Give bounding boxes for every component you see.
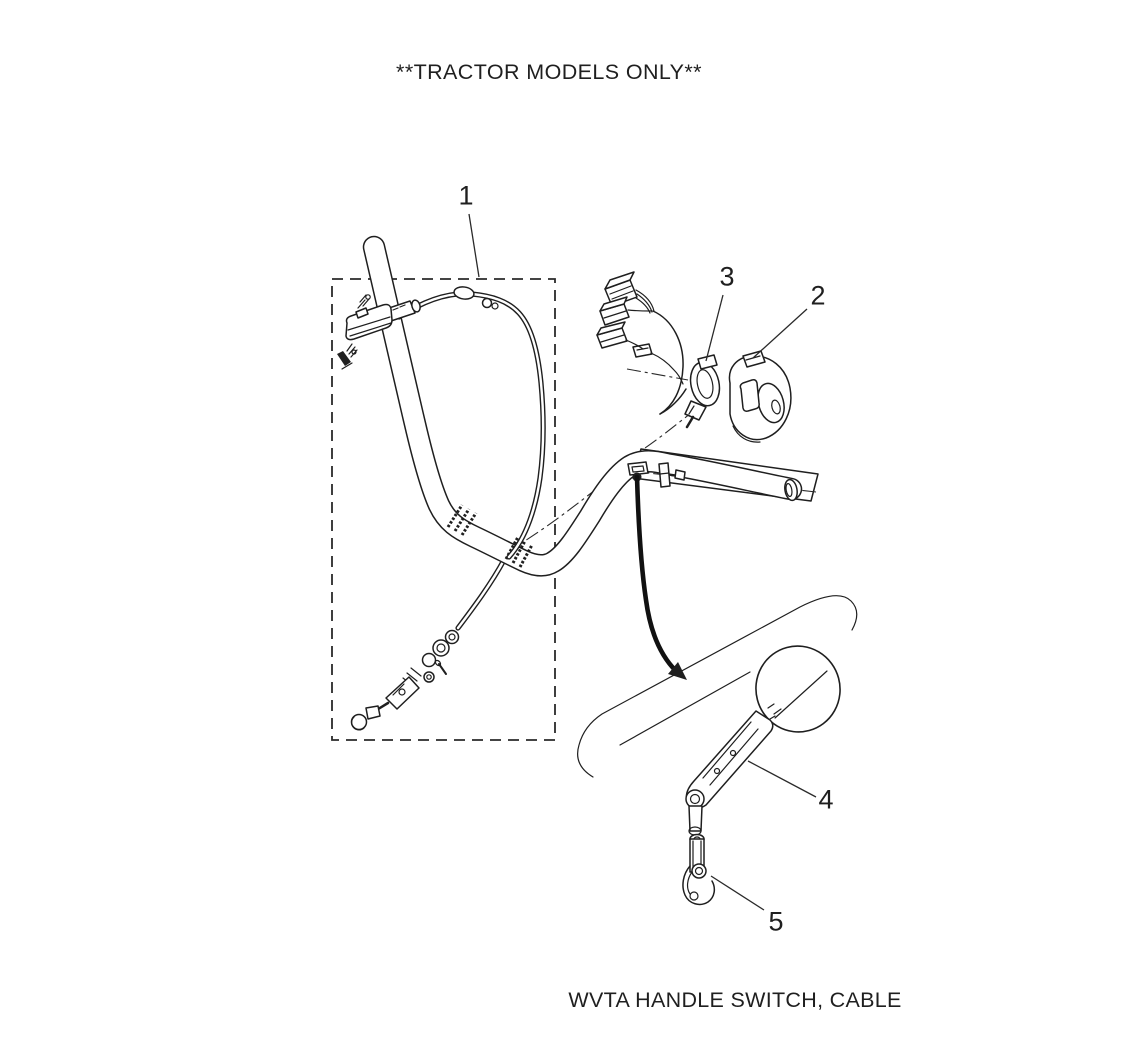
panel-outline [578,596,857,777]
clamp-drawing-part3 [685,355,723,427]
wire-harness-drawing [597,272,686,414]
part-callout-4[interactable]: 4 [818,784,834,815]
cable-end-fittings [352,631,459,730]
part-callout-5[interactable]: 5 [768,906,784,937]
diagram-caption: WVTA HANDLE SWITCH, CABLE [568,988,902,1012]
part-callout-2[interactable]: 2 [810,280,826,311]
switch-drawing-part2 [729,351,790,442]
diagram-title: **TRACTOR MODELS ONLY** [396,60,702,84]
pointer-arrow [633,473,688,681]
part-callout-3[interactable]: 3 [719,261,735,292]
pod-bolt-sketch [358,295,370,308]
connector-plugs [597,272,652,357]
pod-screw-sketch [347,344,357,357]
bracket-drawing-part5 [683,835,714,905]
part-callout-1[interactable]: 1 [458,180,474,211]
cable-lower-run [458,560,504,628]
